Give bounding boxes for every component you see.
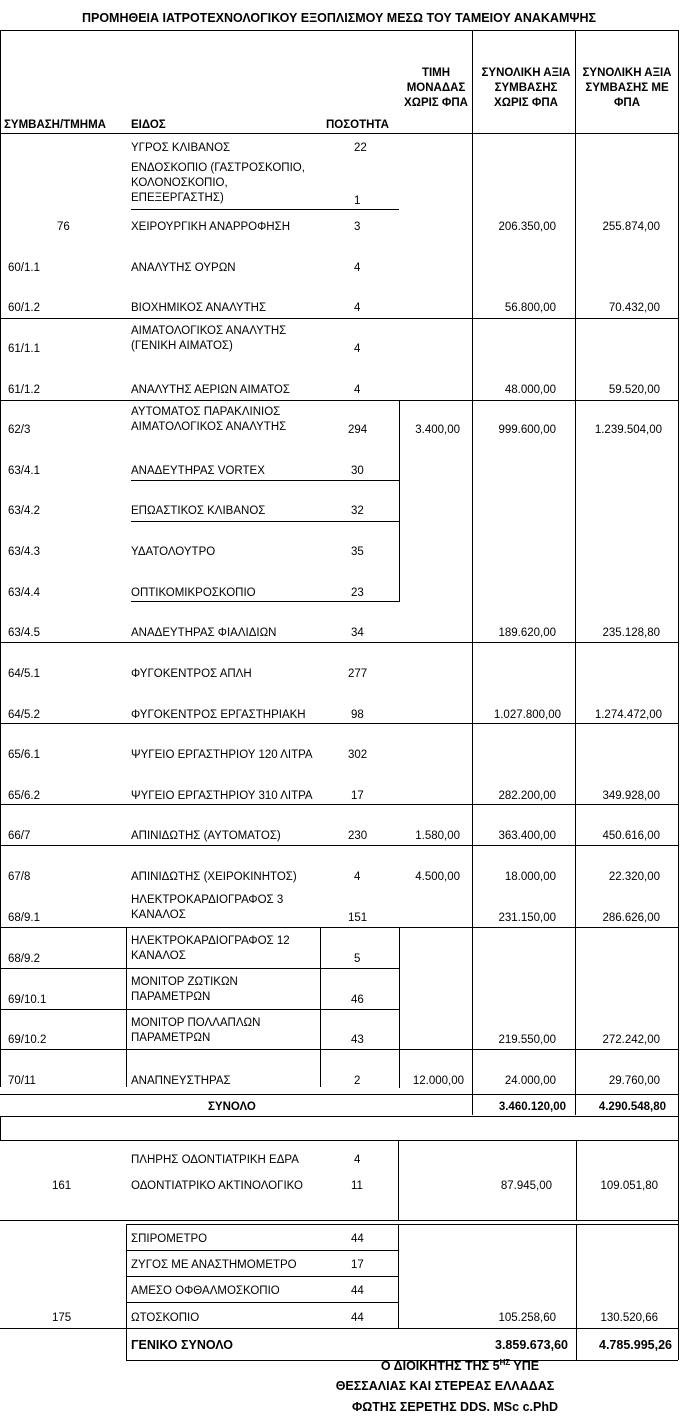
subtotal-vat: 4.290.548,80 xyxy=(598,1101,666,1113)
unit-price-cell: 12.000,00 xyxy=(412,1075,464,1087)
qty-cell: 98 xyxy=(351,709,364,721)
unit-price-cell: 4.500,00 xyxy=(415,871,460,883)
item-cell: ΥΔΑΤΟΛΟΥΤΡΟ xyxy=(131,546,216,558)
grand-total-no-vat: 3.859.673,60 xyxy=(495,1338,568,1352)
total-vat-cell: 235.128,80 xyxy=(602,627,660,639)
total-no-vat-cell: 999.600,00 xyxy=(498,424,556,436)
item-cell: ΜΟΝΙΤΟΡ ΖΩΤΙΚΩΝ ΠΑΡΑΜΕΤΡΩΝ xyxy=(131,976,238,1003)
total-vat-cell: 1.274.472,00 xyxy=(594,709,662,721)
total-vat-cell: 272.242,00 xyxy=(602,1034,660,1046)
qty-cell: 4 xyxy=(354,262,361,274)
contract-cell: 175 xyxy=(52,1312,72,1324)
item-cell: ΑΥΤΟΜΑΤΟΣ ΠΑΡΑΚΛΙΝΙΟΣ ΑΙΜΑΤΟΛΟΓΙΚΟΣ ΑΝΑΛΥΤΗΣ xyxy=(131,406,287,433)
header-unit-price: ΤΙΜΗ ΜΟΝΑΔΑΣ ΧΩΡΙΣ ΦΠΑ xyxy=(404,67,468,109)
total-no-vat-cell: 56.800,00 xyxy=(504,302,556,314)
grand-total-label: ΓΕΝΙΚΟ ΣΥΝΟΛΟ xyxy=(131,1338,233,1352)
border xyxy=(0,400,678,401)
contract-cell: 63/4.5 xyxy=(8,627,40,639)
contract-cell: 65/6.1 xyxy=(8,749,40,761)
border xyxy=(320,927,321,1087)
item-cell: ΑΙΜΑΤΟΛΟΓΙΚΟΣ ΑΝΑΛΥΤΗΣ (ΓΕΝΙΚΗ ΑΙΜΑΤΟΣ) xyxy=(131,325,287,352)
item-cell: ΟΠΤΙΚΟΜΙΚΡΟΣΚΟΠΙΟ xyxy=(131,587,256,599)
qty-cell: 17 xyxy=(351,1259,364,1271)
border xyxy=(0,1009,399,1010)
total-no-vat-cell: 48.000,00 xyxy=(504,384,556,396)
border xyxy=(131,521,399,522)
border xyxy=(0,1094,678,1095)
item-cell: ΑΠΙΝΙΔΩΤΗΣ (ΑΥΤΟΜΑΤΟΣ) xyxy=(131,830,281,842)
contract-cell: 70/11 xyxy=(8,1075,36,1087)
item-cell: ΕΝΔΟΣΚΟΠΙΟ (ΓΑΣΤΡΟΣΚΟΠΙΟ, ΚΟΛΟΝΟΣΚΟΠΙΟ, ΕΠΕΞΕΡΓΑΣΤΗΣ) xyxy=(131,162,305,204)
item-cell: ΑΝΑΛΥΤΗΣ ΑΕΡΙΩΝ ΑΙΜΑΤΟΣ xyxy=(131,384,290,396)
qty-cell: 32 xyxy=(351,505,364,517)
item-cell: ΑΝΑΛΥΤΗΣ ΟΥΡΩΝ xyxy=(131,262,236,274)
contract-cell: 67/8 xyxy=(8,871,31,883)
border xyxy=(131,209,399,210)
item-cell: ΗΛΕΚΤΡΟΚΑΡΔΙΟΓΡΑΦΟΣ 3 ΚΑΝΑΛΟΣ xyxy=(131,894,284,921)
total-no-vat-cell: 282.200,00 xyxy=(498,790,556,802)
qty-cell: 23 xyxy=(351,587,364,599)
item-cell: ΠΛΗΡΗΣ ΟΔΟΝΤΙΑΤΡΙΚΗ ΕΔΡΑ xyxy=(131,1154,299,1166)
item-cell: ΑΝΑΔΕΥΤΗΡΑΣ VORTEX xyxy=(131,465,265,477)
border xyxy=(126,1302,398,1303)
border xyxy=(126,1224,678,1225)
header-total-no-vat: ΣΥΝΟΛΙΚΗ ΑΞΙΑ ΣΥΜΒΑΣΗΣ ΧΩΡΙΣ ΦΠΑ xyxy=(481,67,571,109)
qty-cell: 44 xyxy=(351,1312,364,1324)
total-no-vat-cell: 1.027.800,00 xyxy=(493,709,561,721)
item-cell: ΖΥΓΟΣ ΜΕ ΑΝΑΣΤΗΜΟΜΕΤΡΟ xyxy=(131,1259,297,1271)
unit-price-cell: 3.400,00 xyxy=(415,424,460,436)
contract-cell: 69/10.1 xyxy=(8,994,47,1006)
total-vat-cell: 286.626,00 xyxy=(602,912,660,924)
item-cell: ΑΝΑΠΝΕΥΣΤΗΡΑΣ xyxy=(131,1075,231,1087)
qty-cell: 4 xyxy=(354,871,361,883)
total-no-vat-cell: 231.150,00 xyxy=(498,912,556,924)
border xyxy=(472,30,473,1115)
item-cell: ΑΠΙΝΙΔΩΤΗΣ (ΧΕΙΡΟΚΙΝΗΤΟΣ) xyxy=(131,871,297,883)
border xyxy=(0,133,678,134)
qty-cell: 151 xyxy=(348,912,368,924)
item-cell: ΟΔΟΝΤΙΑΤΡΙΚΟ ΑΚΤΙΝΟΛΟΓΙΚΟ xyxy=(131,1180,303,1192)
contract-cell: 64/5.1 xyxy=(8,668,40,680)
item-cell: ΩΤΟΣΚΟΠΙΟ xyxy=(131,1312,200,1324)
contract-cell: 62/3 xyxy=(8,424,31,436)
total-vat-cell: 109.051,80 xyxy=(600,1180,658,1192)
total-no-vat-cell: 18.000,00 xyxy=(504,871,556,883)
border xyxy=(398,1140,399,1220)
contract-cell: 64/5.2 xyxy=(8,709,40,721)
subtotal-no-vat: 3.460.120,00 xyxy=(498,1101,566,1113)
total-vat-cell: 22.320,00 xyxy=(608,871,660,883)
border xyxy=(398,1224,399,1328)
qty-cell: 4 xyxy=(354,1154,361,1166)
border xyxy=(131,601,399,602)
contract-cell: 68/9.1 xyxy=(8,912,40,924)
border xyxy=(126,927,127,1087)
total-no-vat-cell: 189.620,00 xyxy=(498,627,556,639)
total-no-vat-cell: 105.258,60 xyxy=(498,1312,556,1324)
border xyxy=(0,1049,678,1050)
contract-cell: 63/4.1 xyxy=(8,465,40,477)
border xyxy=(399,928,400,1088)
qty-cell: 34 xyxy=(351,627,364,639)
border xyxy=(0,927,1,1087)
total-vat-cell: 59.520,00 xyxy=(608,384,660,396)
grand-total-vat: 4.785.995,26 xyxy=(599,1338,672,1352)
contract-cell: 66/7 xyxy=(8,830,31,842)
signature-line-2: ΘΕΣΣΑΛΙΑΣ ΚΑΙ ΣΤΕΡΕΑΣ ΕΛΛΑΔΑΣ xyxy=(335,1379,555,1393)
qty-cell: 17 xyxy=(351,790,364,802)
border xyxy=(126,1276,398,1277)
item-cell: ΨΥΓΕΙΟ ΕΡΓΑΣΤΗΡΙΟΥ 310 ΛΙΤΡΑ xyxy=(131,790,313,802)
total-no-vat-cell: 363.400,00 xyxy=(498,830,556,842)
item-cell: ΕΠΩΑΣΤΙΚΟΣ ΚΛΙΒΑΝΟΣ xyxy=(131,505,266,517)
contract-cell: 63/4.4 xyxy=(8,587,40,599)
contract-cell: 63/4.3 xyxy=(8,546,40,558)
item-cell: ΗΛΕΚΤΡΟΚΑΡΔΙΟΓΡΑΦΟΣ 12 ΚΑΝΑΛΟΣ xyxy=(131,935,290,962)
contract-cell: 60/1.2 xyxy=(8,302,40,314)
total-vat-cell: 70.432,00 xyxy=(608,302,660,314)
item-cell: ΦΥΓΟΚΕΝΤΡΟΣ ΕΡΓΑΣΤΗΡΙΑΚΗ xyxy=(131,709,306,721)
total-no-vat-cell: 87.945,00 xyxy=(500,1180,552,1192)
border xyxy=(0,1116,1,1140)
total-no-vat-cell: 206.350,00 xyxy=(498,221,556,233)
border xyxy=(0,642,678,643)
item-cell: ΒΙΟΧΗΜΙΚΟΣ ΑΝΑΛΥΤΗΣ xyxy=(131,302,267,314)
border xyxy=(126,1224,127,1360)
contract-cell: 61/1.1 xyxy=(8,343,40,355)
qty-cell: 3 xyxy=(354,221,361,233)
header-qty: ΠΟΣΟΤΗΤΑ xyxy=(326,119,389,131)
border xyxy=(0,30,678,31)
qty-cell: 11 xyxy=(351,1180,363,1192)
qty-cell: 5 xyxy=(354,953,361,965)
qty-cell: 43 xyxy=(351,1034,364,1046)
qty-cell: 4 xyxy=(354,384,361,396)
qty-cell: 4 xyxy=(354,302,361,314)
border xyxy=(0,1116,678,1117)
qty-cell: 230 xyxy=(348,830,368,842)
border xyxy=(678,30,679,1360)
item-cell: ΑΜΕΣΟ ΟΦΘΑΛΜΟΣΚΟΠΙΟ xyxy=(131,1285,280,1297)
border xyxy=(0,804,678,805)
contract-cell: 60/1.1 xyxy=(8,262,40,274)
contract-cell: 65/6.2 xyxy=(8,790,40,802)
qty-cell: 35 xyxy=(351,546,364,558)
item-cell: ΦΥΓΟΚΕΝΤΡΟΣ ΑΠΛΗ xyxy=(131,668,252,680)
border xyxy=(0,845,678,846)
page-title: ΠΡΟΜΗΘΕΙΑ ΙΑΤΡΟΤΕΧΝΟΛΟΓΙΚΟΥ ΕΞΟΠΛΙΣΜΟΥ ΜΕΣΩ ΤΟΥ ΤΑΜΕΙΟΥ ΑΝΑΚΑΜΨΗΣ xyxy=(81,11,597,25)
border xyxy=(0,927,678,928)
total-vat-cell: 130.520,66 xyxy=(600,1312,658,1324)
total-vat-cell: 450.616,00 xyxy=(602,830,660,842)
signature-line-1: Ο ΔΙΟΙΚΗΤΗΣ ΤΗΣ $5^{H\Sigma}$ ΥΠΕ xyxy=(380,1358,540,1374)
qty-cell: 30 xyxy=(351,465,364,477)
border xyxy=(0,30,1,928)
contract-cell: 69/10.2 xyxy=(8,1034,47,1046)
item-cell: ΣΠΙΡΟΜΕΤΡΟ xyxy=(131,1233,208,1245)
header-item: ΕΙΔΟΣ xyxy=(131,119,166,131)
qty-cell: 2 xyxy=(354,1075,361,1087)
qty-cell: 294 xyxy=(348,424,368,436)
contract-cell: 61/1.2 xyxy=(8,384,40,396)
border xyxy=(0,1328,678,1329)
contract-cell: 161 xyxy=(52,1180,72,1192)
total-vat-cell: 1.239.504,00 xyxy=(594,424,662,436)
qty-cell: 1 xyxy=(354,195,361,207)
border xyxy=(0,1220,678,1221)
border xyxy=(575,30,576,1115)
subtotal-label: ΣΥΝΟΛΟ xyxy=(208,1101,256,1113)
border xyxy=(0,968,399,969)
qty-cell: 44 xyxy=(351,1233,364,1245)
contract-cell: 63/4.2 xyxy=(8,505,40,517)
item-cell: ΥΓΡΟΣ ΚΛΙΒΑΝΟΣ xyxy=(131,142,231,154)
qty-cell: 277 xyxy=(348,668,368,680)
header-total-vat: ΣΥΝΟΛΙΚΗ ΑΞΙΑ ΣΥΜΒΑΣΗΣ ΜΕ ΦΠΑ xyxy=(582,67,672,109)
item-cell: ΧΕΙΡΟΥΡΓΙΚΗ ΑΝΑΡΡΟΦΗΣΗ xyxy=(131,221,291,233)
qty-cell: 4 xyxy=(354,343,361,355)
border xyxy=(0,318,678,319)
qty-cell: 46 xyxy=(351,994,364,1006)
total-vat-cell: 349.928,00 xyxy=(602,790,660,802)
header-contract: ΣΥΜΒΑΣΗ/ΤΜΗΜΑ xyxy=(4,119,106,131)
signature-line-3: ΦΩΤΗΣ ΣΕΡΕΤΗΣ DDS. MSc c.PhD xyxy=(351,1400,558,1414)
item-cell: ΑΝΑΔΕΥΤΗΡΑΣ ΦΙΑΛΙΔΙΩΝ xyxy=(131,627,277,639)
border xyxy=(0,723,678,724)
border xyxy=(131,480,399,481)
total-vat-cell: 29.760,00 xyxy=(608,1075,660,1087)
qty-cell: 44 xyxy=(351,1285,364,1297)
unit-price-cell: 1.580,00 xyxy=(415,830,460,842)
total-vat-cell: 255.874,00 xyxy=(602,221,660,233)
item-cell: ΜΟΝΙΤΟΡ ΠΟΛΛΑΠΛΩΝ ΠΑΡΑΜΕΤΡΩΝ xyxy=(131,1017,261,1044)
total-no-vat-cell: 24.000,00 xyxy=(504,1075,556,1087)
total-no-vat-cell: 219.550,00 xyxy=(498,1034,556,1046)
qty-cell: 302 xyxy=(348,749,368,761)
qty-cell: 22 xyxy=(354,142,367,154)
contract-cell: 76 xyxy=(57,221,70,233)
contract-cell: 68/9.2 xyxy=(8,953,40,965)
border xyxy=(126,1250,398,1251)
item-cell: ΨΥΓΕΙΟ ΕΡΓΑΣΤΗΡΙΟΥ 120 ΛΙΤΡΑ xyxy=(131,749,313,761)
